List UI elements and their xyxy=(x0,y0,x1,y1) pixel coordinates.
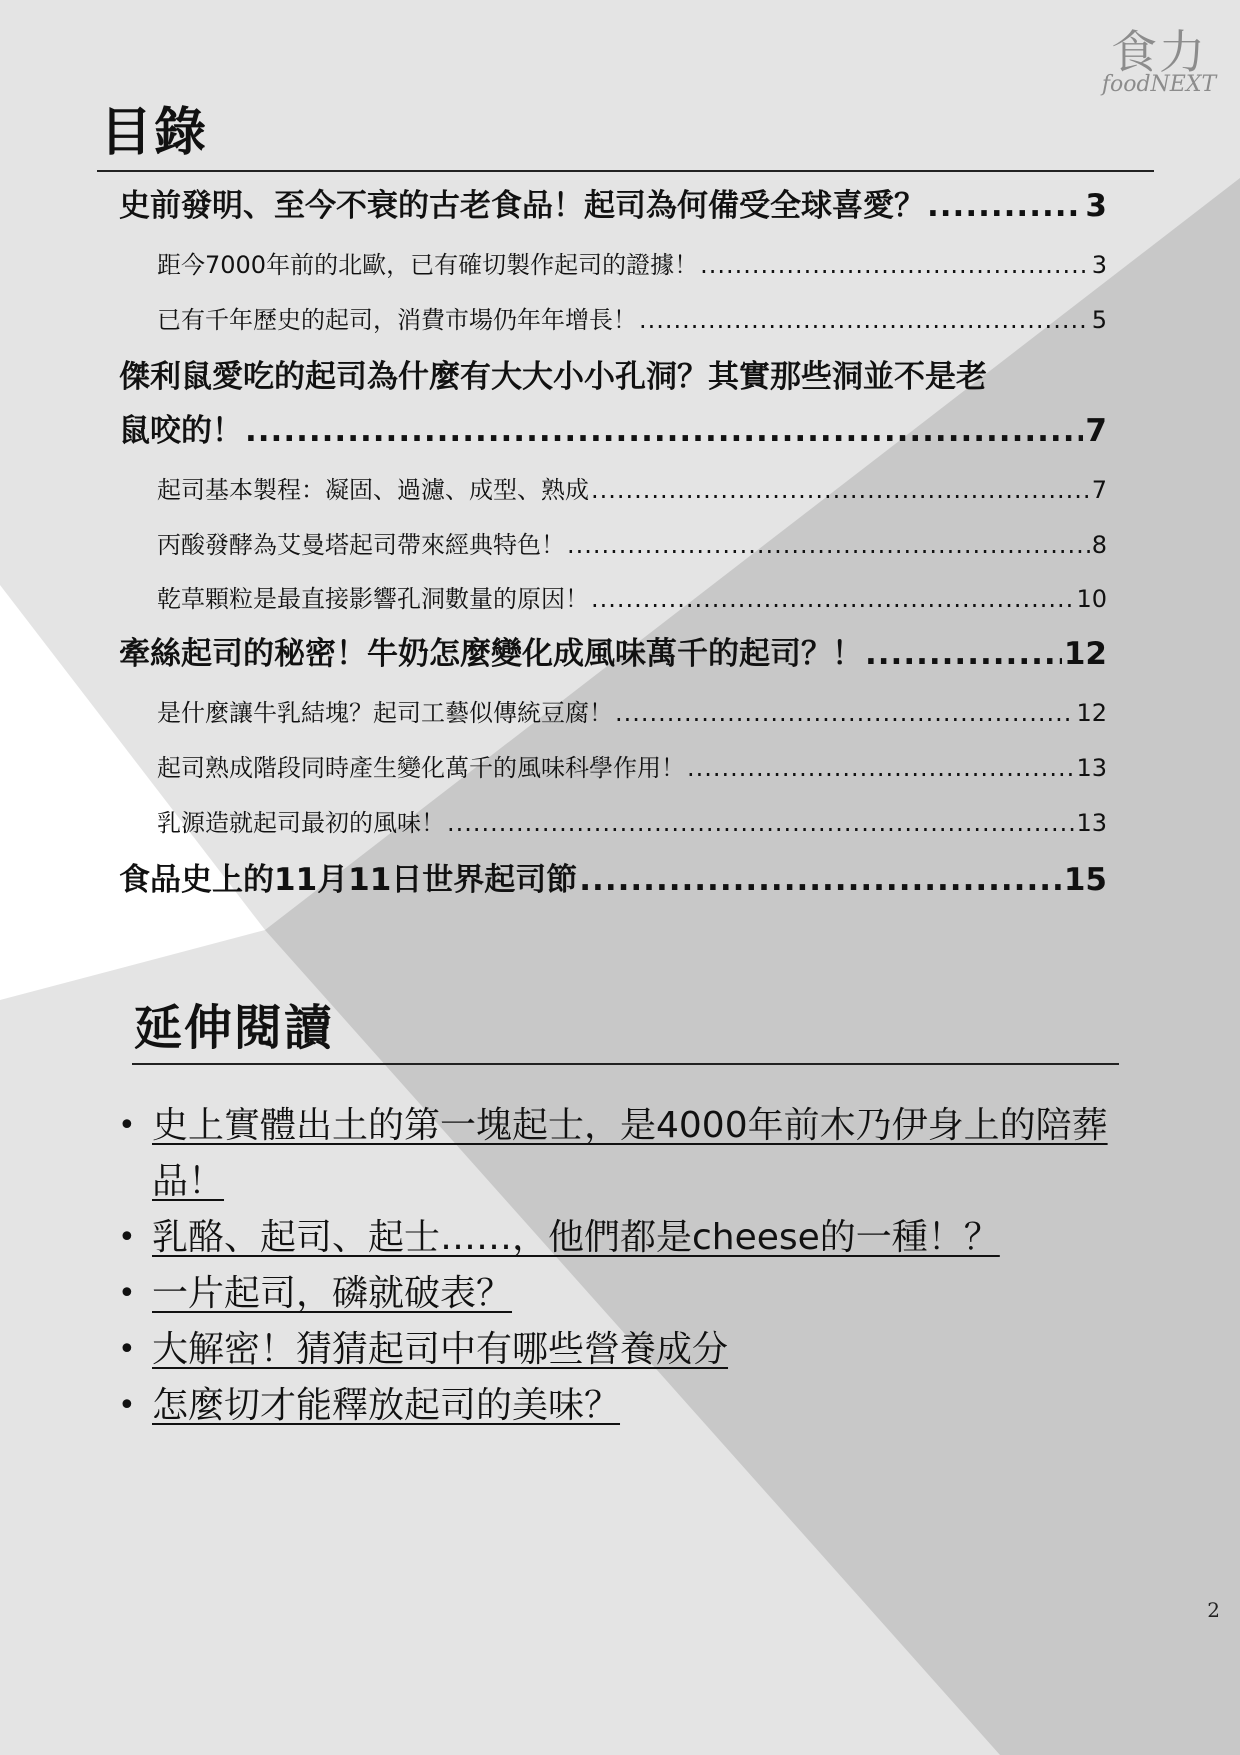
related-link[interactable]: 怎麼切才能釋放起司的美味？ xyxy=(152,1385,621,1426)
toc-entry-section[interactable] xyxy=(157,475,1107,505)
toc-entry-label: 丙酸發酵為艾曼塔起司帶來經典特色！ xyxy=(157,531,565,559)
toc-dot-leader xyxy=(591,475,1090,505)
toc-dot-leader xyxy=(579,860,1062,900)
toc-entry-section[interactable] xyxy=(157,698,1107,728)
toc-page-number: 13 xyxy=(1076,809,1107,837)
toc-page-number: 12 xyxy=(1063,636,1107,672)
related-link[interactable]: 一片起司，磷就破表？ xyxy=(152,1273,513,1314)
list-item xyxy=(118,1098,1108,1210)
toc-dot-leader xyxy=(591,584,1074,614)
bullet-icon: • xyxy=(118,1276,136,1311)
toc-entry-section[interactable] xyxy=(157,808,1107,838)
toc-page-number: 15 xyxy=(1063,862,1107,898)
bullet-icon: • xyxy=(118,1220,136,1255)
toc-entry-section[interactable] xyxy=(157,753,1107,783)
list-item xyxy=(118,1210,1108,1266)
toc-page-number: 3 xyxy=(1085,188,1107,224)
related-reading-title: 延伸閱讀 xyxy=(134,1000,335,1056)
toc-page-number: 8 xyxy=(1091,531,1107,559)
toc-entry-section[interactable] xyxy=(157,305,1107,335)
related-link[interactable]: 大解密！猜猜起司中有哪些營養成分 xyxy=(152,1329,729,1370)
toc-entry-label: 乾草顆粒是最直接影響孔洞數量的原因！ xyxy=(157,585,589,613)
toc-entry-chapter-4[interactable] xyxy=(119,860,1107,900)
toc-entry-label: 是什麼讓牛乳結塊？起司工藝似傳統豆腐！ xyxy=(157,699,613,727)
toc-entry-section[interactable] xyxy=(157,250,1107,280)
toc-dot-leader xyxy=(865,634,1062,674)
toc-dot-leader xyxy=(615,698,1074,728)
toc-entry-line2 xyxy=(119,411,1107,451)
page-number: 2 xyxy=(1207,1598,1220,1622)
related-reading-divider xyxy=(132,1063,1119,1065)
toc-entry-chapter-2[interactable] xyxy=(119,357,1107,451)
toc-entry-label: 起司熟成階段同時產生變化萬千的風味科學作用！ xyxy=(157,754,685,782)
toc-entry-label: 已有千年歷史的起司，消費市場仍年年增長！ xyxy=(157,306,637,334)
toc-page-number: 10 xyxy=(1076,585,1107,613)
toc-entry-label: 史前發明、至今不衰的古老食品！起司為何備受全球喜愛？ xyxy=(119,188,925,224)
related-reading-list xyxy=(118,1098,1108,1434)
related-link[interactable]: 乳酪、起司、起士……，他們都是cheese的一種！？ xyxy=(152,1217,1000,1258)
foodnext-logo xyxy=(1100,26,1218,96)
toc-page-number: 3 xyxy=(1091,251,1107,279)
toc-entry-label: 牽絲起司的秘密！牛奶怎麼變化成風味萬千的起司？！ xyxy=(119,636,863,672)
bullet-icon: • xyxy=(118,1108,136,1143)
toc-entry-label: 起司基本製程：凝固、過濾、成型、熟成 xyxy=(157,476,589,504)
toc-dot-leader xyxy=(447,808,1074,838)
toc-page-number: 5 xyxy=(1091,306,1107,334)
toc-divider xyxy=(97,170,1154,172)
bullet-icon: • xyxy=(118,1332,136,1367)
toc-dot-leader xyxy=(927,186,1083,226)
toc-entry-chapter-3[interactable] xyxy=(119,634,1107,674)
toc-title: 目錄 xyxy=(100,102,209,163)
toc-page-number: 7 xyxy=(1091,476,1107,504)
logo-english-text: foodNEXT xyxy=(1101,72,1217,97)
toc-page-number: 7 xyxy=(1085,413,1107,449)
toc-entry-label-line2: 鼠咬的！ xyxy=(119,413,243,449)
toc-page-number: 13 xyxy=(1076,754,1107,782)
toc-dot-leader xyxy=(567,530,1090,560)
related-link[interactable]: 史上實體出土的第一塊起士，是4000年前木乃伊身上的陪葬品！ xyxy=(152,1105,1108,1202)
toc-entry-label-line1: 傑利鼠愛吃的起司為什麼有大大小小孔洞？其實那些洞並不是老 xyxy=(119,359,987,395)
logo-chinese-text: 食力 xyxy=(1111,25,1207,79)
toc-dot-leader xyxy=(639,305,1090,335)
toc-entry-label: 食品史上的11月11日世界起司節 xyxy=(119,862,578,898)
list-item xyxy=(118,1266,1108,1322)
toc-entry-section[interactable] xyxy=(157,530,1107,560)
list-item xyxy=(118,1378,1108,1434)
toc-entry-section[interactable] xyxy=(157,584,1107,614)
toc-dot-leader xyxy=(245,411,1083,451)
toc-entry-label: 距今7000年前的北歐，已有確切製作起司的證據！ xyxy=(157,251,699,279)
list-item xyxy=(118,1322,1108,1378)
toc-entry-label: 乳源造就起司最初的風味！ xyxy=(157,809,445,837)
toc-page-number: 12 xyxy=(1076,699,1107,727)
toc-dot-leader xyxy=(700,250,1090,280)
toc-dot-leader xyxy=(687,753,1074,783)
bullet-icon: • xyxy=(118,1388,136,1423)
toc-entry-chapter-1[interactable] xyxy=(119,186,1107,226)
